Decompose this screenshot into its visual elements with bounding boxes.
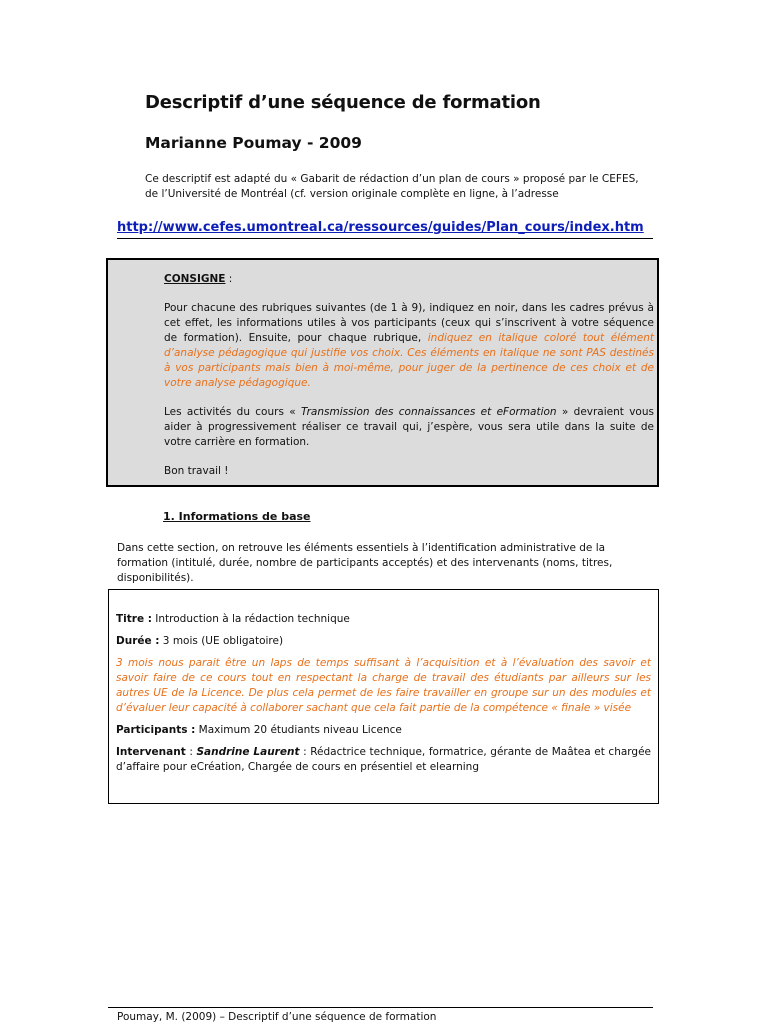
intervenant-value: : Rédactrice technique, formatrice, gérante de Maâtea et chargée d’affaire pour eCréation, Chargée de cours en présentiel et elearning <box>116 746 652 773</box>
participants-value: Maximum 20 étudiants niveau Licence <box>195 724 402 736</box>
consigne-p1-text: Pour chacune des rubriques suivantes (de 1 à 9), indiquez en noir, dans les cadres prévus à cet effet, les informations utiles à vos participants (ceux qui s’inscrivent à votre séquence de formation). Ensuite, pour chaque rubrique, <box>164 302 654 344</box>
consigne-box <box>106 258 659 487</box>
consigne-heading-line <box>164 272 654 287</box>
intro-paragraph: Ce descriptif est adapté du « Gabarit de rédaction d’un plan de cours » proposé par le CEFES, de l’Université de Montréal (cf. version originale complète en ligne, à l’adresse <box>145 173 639 200</box>
titre-value: Introduction à la rédaction technique <box>151 613 350 625</box>
consigne-body <box>164 272 654 493</box>
intervenant-label: Intervenant <box>116 746 186 758</box>
document-author: Marianne Poumay - 2009 <box>145 134 362 152</box>
info-body <box>116 612 651 782</box>
titre-line <box>116 612 651 627</box>
consigne-paragraph-3: Bon travail ! <box>164 465 229 477</box>
footer-rule <box>108 1007 653 1008</box>
intervenant-sep: : <box>185 746 197 758</box>
consigne-p1-italic: indiquez en italique coloré tout élément d’analyse pédagogique qui justifie vos choix. Ces éléments en italique ne sont PAS destinés à vos participants mais bien à moi-même, pour juger de la pertinence de ces choix et de votre analyse pédagogique. <box>164 332 654 389</box>
consigne-paragraph-1 <box>164 301 654 391</box>
section-1-heading: 1. Informations de base <box>163 510 311 523</box>
duree-label: Durée : <box>116 635 160 647</box>
consigne-p2-start: Les activités du cours « <box>164 406 301 418</box>
consigne-heading-suffix: : <box>225 273 233 285</box>
document-title: Descriptif d’une séquence de formation <box>145 92 541 113</box>
page-footer: Poumay, M. (2009) – Descriptif d’une séquence de formation <box>117 1011 437 1023</box>
consigne-p2-course: Transmission des connaissances et eFormation <box>300 406 557 418</box>
titre-label: Titre : <box>116 613 152 625</box>
participants-label: Participants : <box>116 724 196 736</box>
duree-line <box>116 634 651 649</box>
participants-line <box>116 723 651 738</box>
consigne-p2-end: » devraient vous aider à progressivement réaliser ce travail qui, j’espère, vous sera utile dans la suite de votre carrière en formation. <box>164 406 654 448</box>
intervenant-name: Sandrine Laurent <box>196 746 300 758</box>
consigne-paragraph-2 <box>164 405 654 450</box>
section-1-text: Dans cette section, on retrouve les éléments essentiels à l’identification administrative de la formation (intitulé, durée, nombre de participants acceptés) et des intervenants (noms, titres, disponibilités). <box>117 542 613 584</box>
duree-analysis: 3 mois nous parait être un laps de temps suffisant à l’acquisition et à l’évaluation des savoir et savoir faire de ce cours tout en respectant la charge de travail des étudiants par ailleurs sur les autres UE de la Licence. De plus cela permet de les faire travailler en groupe sur un des modules et d’évaluer leur capacité à collaborer sachant que cela fait partie de la compétence « finale » visée <box>116 657 651 714</box>
link-underline-rule <box>117 238 653 239</box>
info-box <box>108 589 659 804</box>
cefes-link[interactable]: http://www.cefes.umontreal.ca/ressources/guides/Plan_cours/index.htm <box>117 220 644 235</box>
consigne-heading: CONSIGNE <box>164 273 226 285</box>
intervenant-line <box>116 745 651 775</box>
duree-value: 3 mois (UE obligatoire) <box>159 635 284 647</box>
